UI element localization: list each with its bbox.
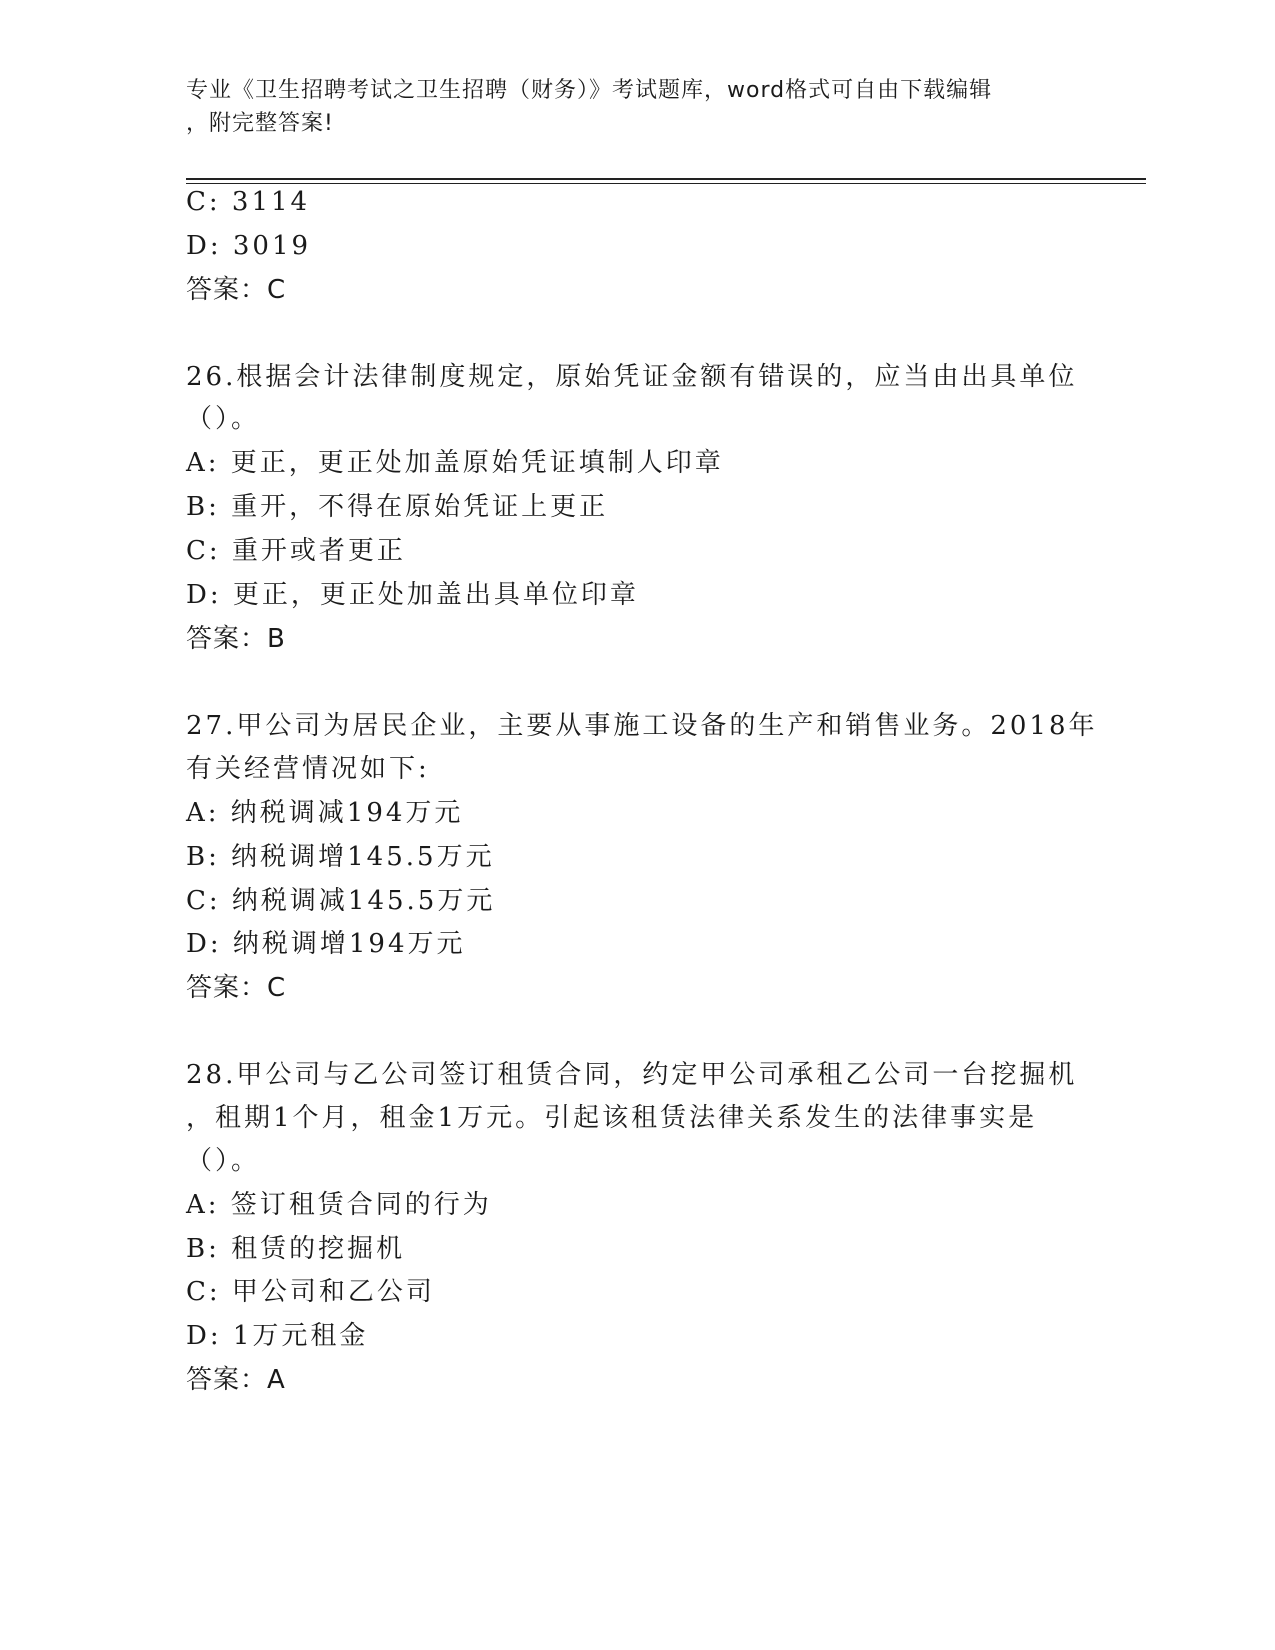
header-line-2: ，附完整答案! <box>186 111 334 136</box>
q28-option-c: C: 甲公司和乙公司 <box>186 1277 435 1307</box>
q26-option-b: B: 重开，不得在原始凭证上更正 <box>186 492 609 522</box>
prev-answer: 答案：C <box>186 275 287 305</box>
header-rule-thick <box>186 178 1146 180</box>
q28-option-b: B: 租赁的挖掘机 <box>186 1234 406 1264</box>
q27-option-b: B: 纳税调增145.5万元 <box>186 842 495 872</box>
q27-stem-line-1: 27.甲公司为居民企业，主要从事施工设备的生产和销售业务。2018年 <box>186 711 1098 741</box>
q26-option-c: C: 重开或者更正 <box>186 536 406 566</box>
q27-option-a: A: 纳税调减194万元 <box>186 798 464 828</box>
q26-option-d: D: 更正，更正处加盖出具单位印章 <box>186 580 639 610</box>
q28-stem-line-3: （）。 <box>186 1146 261 1176</box>
q27-option-d: D: 纳税调增194万元 <box>186 929 466 959</box>
page-header <box>186 74 1086 140</box>
prev-option-c: C: 3114 <box>186 187 311 217</box>
header-line-1: 专业《卫生招聘考试之卫生招聘（财务）》考试题库，word格式可自由下载编辑 <box>186 78 993 103</box>
q26-answer: 答案：B <box>186 624 286 654</box>
q27-answer: 答案：C <box>186 973 287 1003</box>
prev-option-d: D: 3019 <box>186 231 312 261</box>
q28-option-d: D: 1万元租金 <box>186 1321 369 1351</box>
q26-stem-line-2: （）。 <box>186 404 261 434</box>
q26-stem-line-1: 26.根据会计法律制度规定，原始凭证金额有错误的，应当由出具单位 <box>186 362 1078 392</box>
q28-stem-line-1: 28.甲公司与乙公司签订租赁合同，约定甲公司承租乙公司一台挖掘机 <box>186 1060 1078 1090</box>
q28-option-a: A: 签订租赁合同的行为 <box>186 1190 492 1220</box>
q27-option-c: C: 纳税调减145.5万元 <box>186 886 496 916</box>
q28-stem-line-2: ，租期1个月，租金1万元。引起该租赁法律关系发生的法律事实是 <box>186 1103 1038 1133</box>
q28-answer: 答案：A <box>186 1365 286 1395</box>
q27-stem-line-2: 有关经营情况如下: <box>186 754 430 784</box>
q26-option-a: A: 更正，更正处加盖原始凭证填制人印章 <box>186 448 724 478</box>
